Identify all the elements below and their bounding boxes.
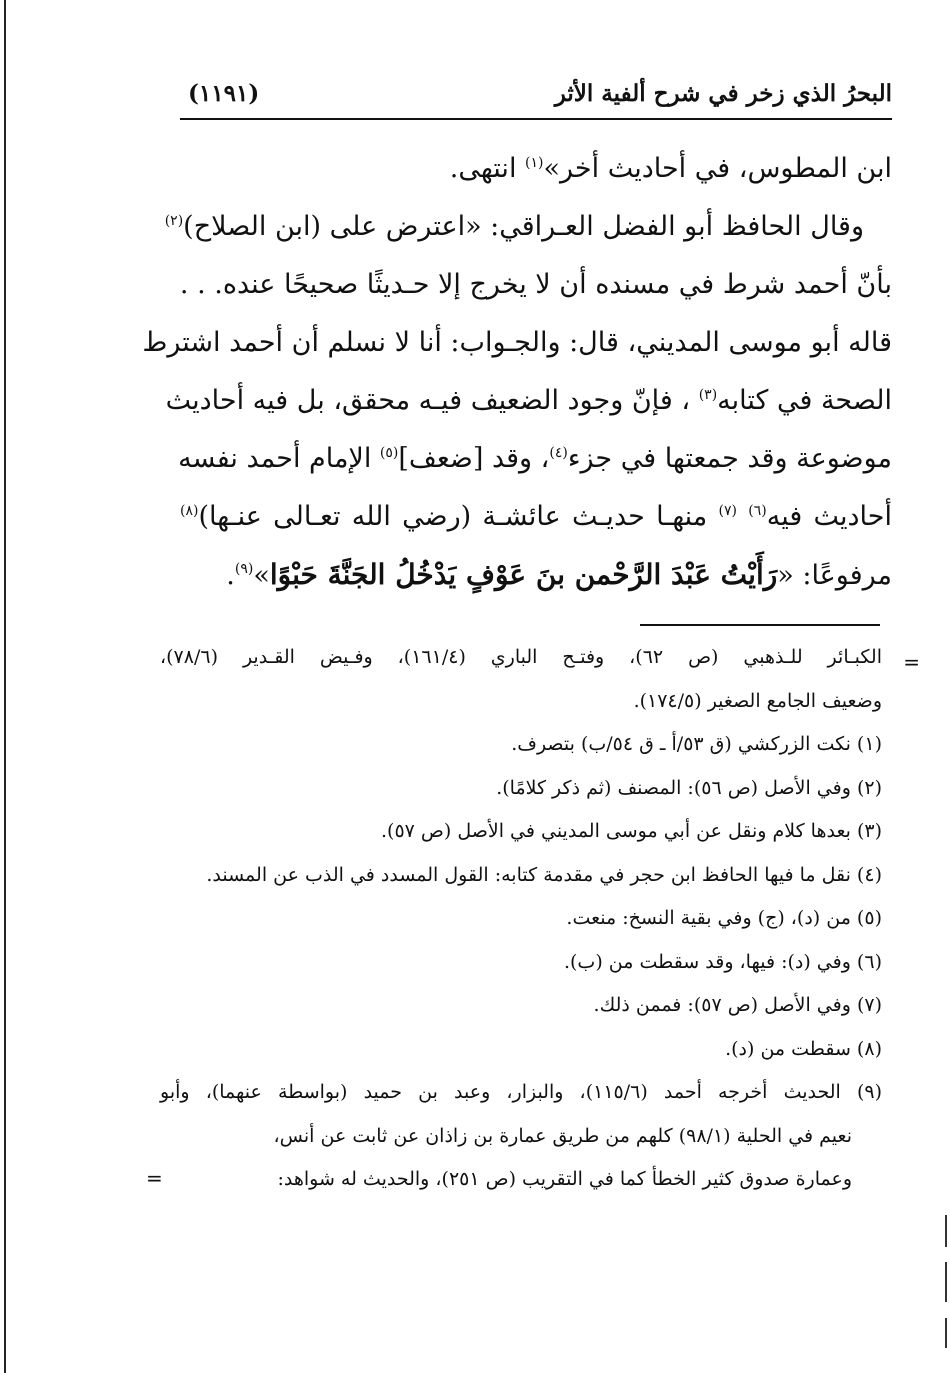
text-line-3: بأنّ أحمد شرط في مسنده أن لا يخرج إلا حـديثًا صحيحًا عنده. . . — [179, 269, 892, 300]
footnote-3: (٣) بعدها كلام ونقل عن أبي موسى المديني في الأصل (ص ٥٧). — [381, 820, 882, 842]
footnote-ref: (٤) — [549, 445, 568, 461]
text-line-5: الصحة في كتابه$^{(٣)}$ ، فإنّ وجود الضعيف فيـه محقق، بل فيه أحاديث — [165, 385, 892, 416]
running-header — [180, 80, 892, 116]
text-line-2: وقال الحافظ أبو الفضل العـراقي: «اعترض على (ابن الصلاح)$^{(٢)}$ — [164, 211, 864, 242]
scan-edge-line — [4, 0, 6, 1373]
footnote-ref: (٨) — [180, 503, 199, 519]
footnote-separator — [640, 624, 880, 626]
text-line-8: مرفوعًا: «رَأَيْتُ عَبْدَ الرَّحْمن بنَ عَوْفٍ يَدْخُلُ الجَنَّةَ حَبْوًا»$^{(٩)}$. — [226, 558, 892, 591]
footnote-9-line-3: وعمارة صدوق كثير الخطأ كما في التقريب (ص ٢٥١)، والحديث له شواهد: — [277, 1168, 852, 1190]
footnote-4: (٤) نقل ما فيها الحافظ ابن حجر في مقدمة كتابه: القول المسدد في الذب عن المسند. — [206, 863, 882, 886]
scan-edge-mark — [945, 1318, 947, 1348]
footnote-9-line-1: (٩) الحديث أخرجه أحمد (١١٥/٦)، والبزار، وعبد بن حميد (بواسطة عنهما)، وأبو — [160, 1081, 883, 1103]
footnote-ref: (١) — [525, 155, 544, 171]
footnote-2: (٢) وفي الأصل (ص ٥٦): المصنف (ثم ذكر كلامًا). — [496, 776, 882, 799]
footnote-6: (٦) وفي (د): فيها، وقد سقطت من (ب). — [563, 950, 882, 973]
footnote-7: (٧) وفي الأصل (ص ٥٧): فممن ذلك. — [593, 994, 882, 1016]
scan-edge-mark — [945, 1215, 947, 1247]
footnote-carryover-line-2: وضعيف الجامع الصغير (١٧٤/٥). — [633, 689, 882, 712]
footnote-ref: (٥) — [379, 445, 399, 461]
text-line-6: موضوعة وقد جمعتها في جزء$^{(٤)}$، وقد [ضعف]$^{(٥)}$ الإمام أحمد نفسه — [178, 443, 892, 474]
continues-footnote-mark: = — [146, 1166, 163, 1190]
main-text — [142, 140, 892, 604]
footnote-ref: (٧) — [718, 503, 737, 519]
footnote-ref: (٩) — [234, 561, 254, 577]
page-number: (١١٩١) — [188, 80, 260, 107]
footnote-8: (٨) سقطت من (د). — [725, 1037, 882, 1060]
book-title: البحرُ الذي زخر في شرح ألفية الأثر — [554, 80, 892, 107]
footnotes — [160, 636, 882, 1202]
text-line-7: أحاديث فيه$^{(٦)}$ $^{(٧)}$ منهـا حديـث عائشـة (رضي الله تعـالى عنـها)$^{(٨)}$ — [180, 501, 892, 532]
scan-edge-mark — [945, 1262, 947, 1302]
header-rule — [180, 118, 892, 120]
text-line-4: قاله أبو موسى المديني، قال: والجـواب: أنا لا نسلم أن أحمد اشترط — [142, 327, 892, 358]
footnote-ref: (٦) — [748, 503, 767, 519]
continued-footnote-mark: = — [903, 650, 920, 674]
text-line-1: ابن المطوس، في أحاديث أخر»$^{(١)}$ انتهى. — [449, 153, 892, 184]
hadith-text: رَأَيْتُ عَبْدَ الرَّحْمن بنَ عَوْفٍ يَدْخُلُ الجَنَّةَ حَبْوًا — [269, 558, 778, 591]
footnote-9-line-2: نعيم في الحلية (٩٨/١) كلهم من طريق عمارة بن زاذان عن ثابت عن أنس، — [273, 1124, 852, 1147]
footnote-ref: (٢) — [164, 213, 184, 229]
footnote-ref: (٣) — [698, 387, 718, 403]
footnote-5: (٥) من (د)، (ج) وفي بقية النسخ: منعت. — [566, 907, 882, 929]
footnote-1: (١) نكت الزركشي (ق ٥٣/أ ـ ق ٥٤/ب) بتصرف. — [511, 733, 882, 755]
footnote-carryover-line-1: الكبـائر للـذهبي (ص ٦٢)، وفتـح الباري (١٦١/٤)، وفـيض القـدير (٧٨/٦)، — [160, 646, 882, 668]
